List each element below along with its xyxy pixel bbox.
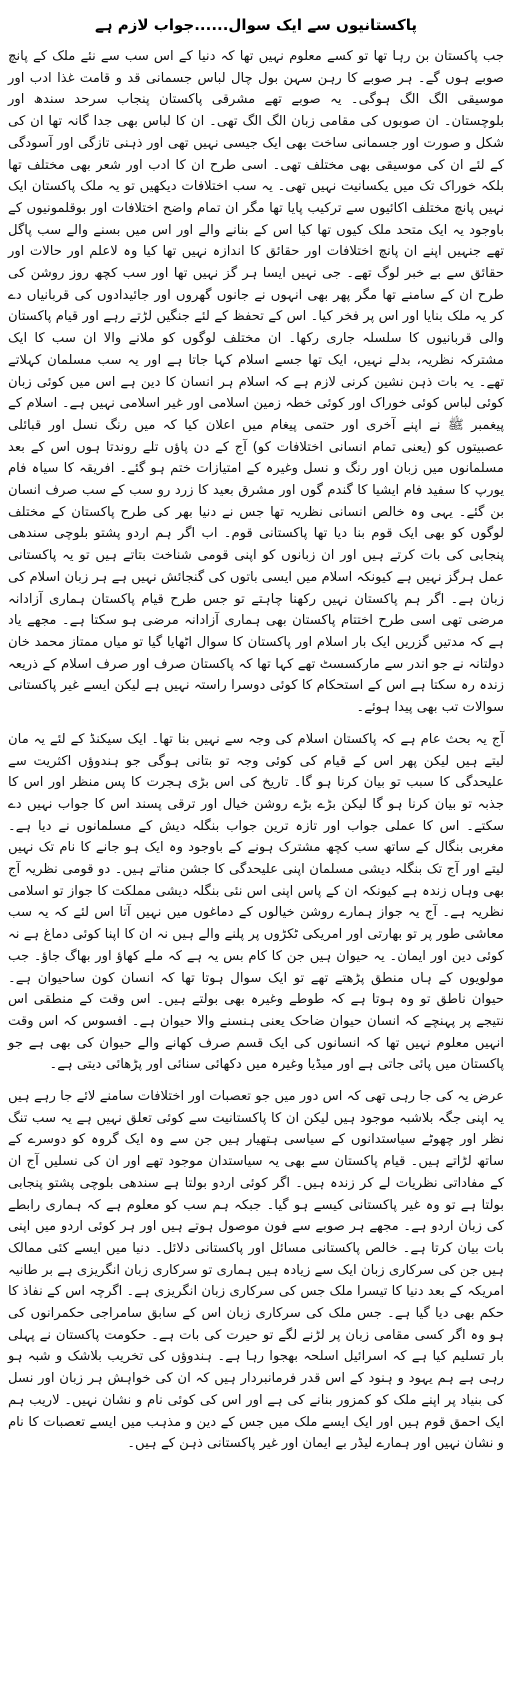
- article-title: پاکستانیوں سے ایک سوال......جواب لازم ہے: [94, 16, 418, 34]
- article-paragraph-3: عرض یہ کی جا رہی تھی کہ اس دور میں جو تعصبات اور اختلافات سامنے لائے جا رہے ہیں یہ اپنی جگہ بلاشبہ موجود ہیں لیکن ان کا پاکستانیت سے کوئی تعلق نہیں ہے یہ سب تنگ نظر اور چھوٹے سیاستدانوں کے سیاسی ہتھیار ہیں جن سے وہ ایک گروہ کو دوسرے کے ساتھ لڑاتے ہیں۔ قیام پاکستان سے بھی یہ سیاستدان موجود تھے اور ان کی نسلیں آج ان کے مفاداتی نظریات لے کر زندہ ہیں۔ اگر کوئی اردو بولتا ہے سندھی بلوچی پشتو پنجابی بولتا ہے تو وہ غیر پاکستانی کیسے ہو گیا۔ جبکہ ہم سب کو معلوم ہے کہ ہماری رابطے کی زبان اردو ہے۔ مجھے ہر صوبے سے فون موصول ہوتے ہیں اور ہر کوئی اردو میں اپنی بات بیان کرتا ہے۔ خالص پاکستانی مسائل اور پاکستانی دلائل۔ دنیا میں ایسے کئی ممالک ہیں جن کی سرکاری زبان ایک سے زیادہ ہیں ہماری تو سرکاری زبان انگریزی ہے بر طانیہ امریکہ کے بعد دنیا کا تیسرا ملک جس کی سرکاری زبان انگریزی ہے۔ اگرچہ اس کے نفاذ کا حکم بھی دیا گیا ہے۔ جس ملک کی سرکاری زبان اس کے سابق سامراجی حکمرانوں کی ہو وہ اگر کسی مقامی زبان پر لڑنے لگے تو حیرت کی بات ہے۔ حکومت پاکستان نے پہلی بار تسلیم کیا ہے کہ اسرائیل اسلحہ بھجوا رہا ہے۔ ہندوؤں کی تخریب بلاشک و شبہ ہو رہی ہے ہم یہود و ہنود کے اس قدر فرمانبردار ہیں کہ ان کی خواہش ہر زبان اور نسل کی بنیاد پر اپنے ملک کو کمزور بنانے کی ہے اور اس کی کوئی نام و نشان نہیں۔ لاریب ہم ایک احمق قوم ہیں اور ایک ایسے ملک میں جس کے دین و مذہب میں ایسے تعصبات کا نام و نشان نہیں اور ہمارے لیڈر بے ایمان اور غیر پاکستانی ذہن کے ہیں۔: [8, 1089, 504, 1452]
- article-paragraph-1: جب پاکستان بن رہا تھا تو کسے معلوم نہیں تھا کہ دنیا کے اس سب سے نئے ملک کے پانچ صوبے ہوں گے۔ ہر صوبے کا رہن سہن بول چال لباس جسمانی قد و قامت غذا ادب اور موسیقی الگ الگ ہوگی۔ یہ صوبے تھے مشرقی پاکستان پنجاب سرحد سندھ اور بلوچستان۔ ان صوبوں کی مقامی زبان الگ الگ تھی۔ ان کا لباس بھی جدا گانہ تھا ان کی شکل و صورت اور جسمانی ساخت بھی ایک جیسی نہیں تھی اور ذہنی تازگی اور آسودگی کے لئے ان کی موسیقی بھی مختلف تھی۔ اسی طرح ان کا ادب اور شعر بھی مختلف تھا بلکہ خوراک تک میں یکسانیت نہیں تھی۔ یہ سب اختلافات دیکھیں تو یہ ملک پاکستان ایک نہیں پانچ مختلف اکائیوں سے ترکیب پایا تھا مگر ان تمام واضح اختلافات اور بوقلمونیوں کے باوجود یہ ایک متحد ملک کیوں تھا کیا اس کے بنانے والے اور اس میں بسنے والے سب پاگل تھے جنہیں اپنے ان پانچ اختلافات اور حقائق کا اندازہ نہیں تھا کیا وہ لاعلم اور حالات اور حقائق سے بے خبر لوگ تھے۔ جی نہیں ایسا ہر گز نہیں تھا اور سب کچھ روز روشن کی طرح ان کے سامنے تھا مگر پھر بھی انہوں نے جانوں گھروں اور جائیدادوں کی قربانیاں دے کر یہ ملک بنایا اور اس پر فخر کیا۔ اس کے تحفظ کے لئے جنگیں لڑتے رہے اور قیام پاکستان والی قربانیوں کا سلسلہ جاری رکھا۔ ان مختلف لوگوں کو ملانے والا ان سب کا ایک مشترکہ نظریہ، بدلے نہیں، ایک تھا جسے اسلام کہا جاتا ہے اور یہ سب مسلمان کہلاتے تھے۔ یہ بات ذہن نشین کرنی لازم ہے کہ اسلام ہر انسان کا دین ہے اس میں کوئی زبان کوئی لباس کوئی خوراک اور کوئی خطہ زمین اسلامی اور غیر اسلامی نہیں ہے۔ اسلام کے پیغمبر ﷺ نے اپنے آخری اور حتمی پیغام میں اعلان کیا کہ میں رنگ نسل اور قبائلی عصبیتوں کو (یعنی تمام انسانی اختلافات کو) آج کے دن پاؤں تلے روندتا ہوں اس کے بعد مسلمانوں میں زبان اور رنگ و نسل وغیرہ کے امتیازات ختم ہو گئے۔ افریقہ کا سیاہ فام یورپ کا سفید فام ایشیا کا گندم گوں اور مشرق بعید کا زرد رو سب کے سب صرف انسان بن گئے۔ یہی وہ خالص انسانی نظریہ تھا جس نے دنیا بھر کی طرح پاکستان کے مختلف لوگوں کو بھی ایک قوم بنا دیا تھا پاکستانی قوم۔ اب اگر ہم اردو پشتو بلوچی سندھی پنجابی کی بات کرتے ہیں اور ان زبانوں کو اپنی قومی شناخت بتاتے ہیں تو یہ پاکستانی عمل ہرگز نہیں ہے کیونکہ اسلام میں ایسی باتوں کی گنجائش نہیں ہے ہر زبان اسلام کی زبان ہے۔ اگر ہم پاکستان نہیں رکھنا چاہتے تو جس طرح قیام پاکستان ہماری آزادانہ مرضی تھی اسی طرح اختتام پاکستان بھی ہماری آزادانہ مرضی ہو سکتا ہے۔ مجھے یاد ہے کہ مدتیں گزریں ایک بار اسلام اور پاکستان کا سوال اٹھایا گیا تو میاں ممتاز محمد خان دولتانہ نے جو اندر سے مارکسسٹ تھے کہا تھا کہ پاکستان صرف اور صرف اسلام کے ذریعہ زندہ رہ سکتا ہے اس کے استحکام کا کوئی دوسرا راستہ نہیں ہے لیکن ایسے غیر پاکستانی سوالات تب بھی پیدا ہوئے۔: [8, 49, 504, 716]
- article-paragraph-2: آج یہ بحث عام ہے کہ پاکستان اسلام کی وجہ سے نہیں بنا تھا۔ ایک سیکنڈ کے لئے یہ مان لیتے ہیں لیکن پھر اس کے قیام کی کوئی وجہ تو بتانی ہوگی جو ہندوؤں اکثریت سے علیحدگی کا سبب تو بیان کرنا ہو گا۔ تاریخ کی اس بڑی ہجرت کا پس منظر اور اس کا جذبہ تو بیان کرنا ہو گا لیکن بڑے بڑے روشن خیال اور ترقی پسند اس کا جواب نہیں دے سکتے۔ اس کا عملی جواب اور تازہ ترین جواب بنگلہ دیش کے مسلمانوں نے دیا ہے۔ مغربی بنگال کے ساتھ سب کچھ مشترک ہونے کے باوجود وہ ایک ہو جانے کا نام تک نہیں لیتے اور آج تک بنگلہ دیشی مسلمان اپنی علیحدگی کا جشن مناتے ہیں۔ دو قومی نظریہ آج بھی وہاں زندہ ہے کیونکہ ان کے پاس اپنی اس نئی بنگلہ دیشی مملکت کا جواز تو اسلامی نظریہ ہے۔ آج یہ جواز ہمارے روشن خیالوں کے دماغوں میں نہیں آتا اس لئے کہ یہ سب معاشی طور پر تو بھارتی اور امریکی ٹکڑوں پر پلنے والے ہیں نہ ان کا اپنا کوئی دماغ ہے نہ کوئی دین اور ایمان۔ یہ حیوان ہیں جن کا کام بس یہ ہے کہ ملے کھاؤ اور بھاگ جاؤ۔ جب مولویوں کے ہاں منطق پڑھتے تھے تو ایک سوال ہوتا تھا کہ انسان کون ساحیوان ہے۔ حیوان ناطق تو وہ ہوتا ہے کہ طوطے وغیرہ بھی بولتے ہیں۔ اس وقت کے منطقی اس نتیجے پر پہنچے کہ انسان حیوان ضاحک یعنی ہنسنے والا حیوان ہے۔ افسوس کہ اس وقت انہیں معلوم نہیں تھا کہ انسانوں کی ایک قسم صرف کھانے والے حیوان کی بھی ہے جو پاکستان میں پائی جاتی ہے اور میڈیا وغیرہ میں دکھائی سنائی اور پڑھائی دیتی ہے۔: [8, 731, 504, 1073]
- article-body: [8, 46, 504, 1455]
